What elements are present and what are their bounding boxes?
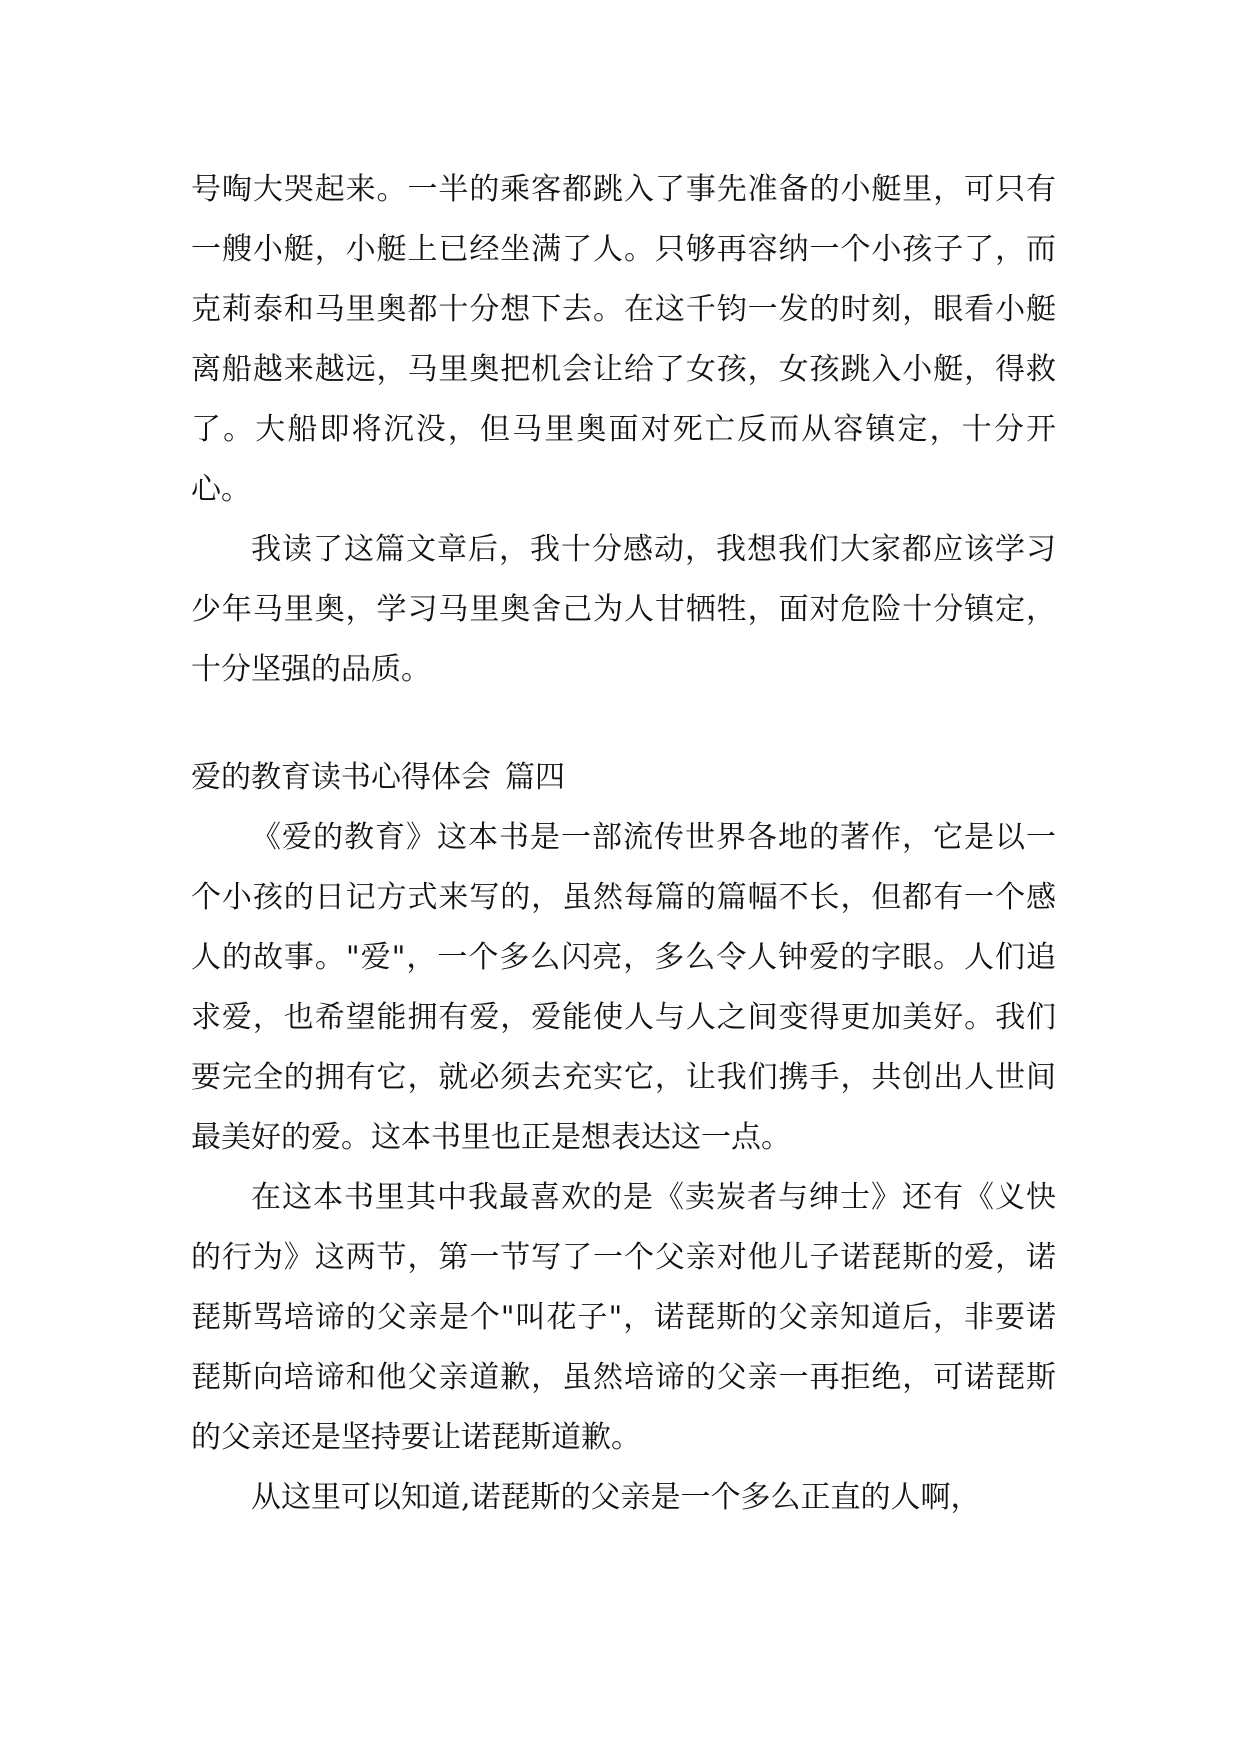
paragraph-story-ending: 号啕大哭起来。一半的乘客都跳入了事先准备的小艇里，可只有一艘小艇，小艇上已经坐满了人。只够再容纳一个小孩子了，而克莉泰和马里奥都十分想下去。在这千钧一发的时刻，眼看小艇离船越来越远，马里奥把机会让给了女孩，女孩跳入小艇，得救了。大船即将沉没，但马里奥面对死亡反而从容镇定，十分开心。 xyxy=(191,172,1056,507)
paragraph-father-upright: 从这里可以知道,诺琵斯的父亲是一个多么正直的人啊， xyxy=(251,1480,981,1515)
section-heading xyxy=(191,748,1056,808)
paragraph-reflection: 我读了这篇文章后，我十分感动，我想我们大家都应该学习少年马里奥，学习马里奥舍己为人甘牺牲，面对危险十分镇定，十分坚强的品质。 xyxy=(191,532,1056,687)
paragraph-favorite-chapters: 在这本书里其中我最喜欢的是《卖炭者与绅士》还有《义快的行为》这两节，第一节写了一个父亲对他儿子诺琵斯的爱，诺琵斯骂培谛的父亲是个"叫花子"，诺琵斯的父亲知道后，非要诺琵斯向培谛和他父亲道歉，虽然培谛的父亲一再拒绝，可诺琵斯的父亲还是坚持要让诺琵斯道歉。 xyxy=(191,1180,1056,1455)
section-heading-part: 篇四 xyxy=(505,760,565,795)
section-heading-title: 爱的教育读书心得体会 xyxy=(191,760,491,795)
paragraph-book-intro: 《爱的教育》这本书是一部流传世界各地的著作，它是以一个小孩的日记方式来写的，虽然每篇的篇幅不长，但都有一个感人的故事。"爱"，一个多么闪亮，多么令人钟爱的字眼。人们追求爱，也希望能拥有爱，爱能使人与人之间变得更加美好。我们要完全的拥有它，就必须去充实它，让我们携手，共创出人世间最美好的爱。这本书里也正是想表达这一点。 xyxy=(191,820,1056,1155)
body-text xyxy=(191,160,1056,1528)
